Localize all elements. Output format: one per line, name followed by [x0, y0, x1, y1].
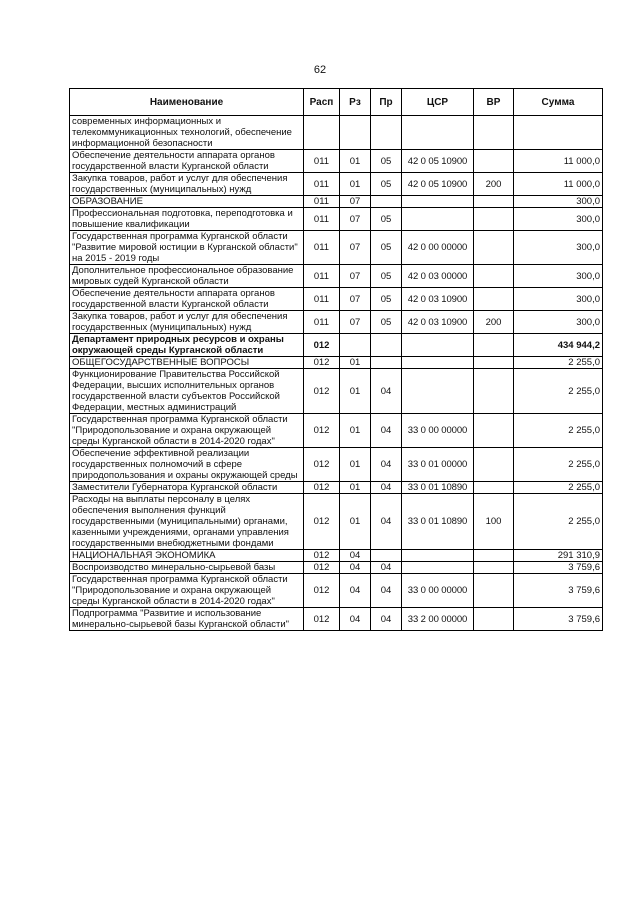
cell-rz: 04 [340, 562, 371, 574]
cell-pr: 05 [371, 231, 402, 265]
cell-rasp: 011 [304, 208, 340, 231]
cell-rz: 01 [340, 150, 371, 173]
cell-rasp: 012 [304, 369, 340, 414]
cell-csr [402, 357, 474, 369]
cell-rz: 01 [340, 357, 371, 369]
cell-sum: 2 255,0 [514, 414, 603, 448]
cell-rasp: 012 [304, 482, 340, 494]
cell-sum: 300,0 [514, 231, 603, 265]
cell-rasp: 012 [304, 448, 340, 482]
cell-rasp: 012 [304, 550, 340, 562]
cell-name: НАЦИОНАЛЬНАЯ ЭКОНОМИКА [70, 550, 304, 562]
cell-sum: 300,0 [514, 311, 603, 334]
cell-vr [474, 562, 514, 574]
cell-sum: 300,0 [514, 196, 603, 208]
table-header-row [70, 89, 603, 116]
cell-pr [371, 334, 402, 357]
cell-csr: 33 0 01 00000 [402, 448, 474, 482]
cell-rz: 07 [340, 196, 371, 208]
cell-rz [340, 116, 371, 150]
cell-pr: 05 [371, 288, 402, 311]
cell-csr: 33 0 00 00000 [402, 414, 474, 448]
cell-rasp: 012 [304, 334, 340, 357]
cell-rz [340, 334, 371, 357]
cell-sum: 300,0 [514, 208, 603, 231]
cell-name: Дополнительное профессиональное образование мировых судей Курганской области [70, 265, 304, 288]
cell-name: Государственная программа Курганской области "Развитие мировой юстиции в Курганской области" на 2015 - 2019 годы [70, 231, 304, 265]
cell-pr [371, 116, 402, 150]
cell-name: Подпрограмма "Развитие и использование минерально-сырьевой базы Курганской области" [70, 608, 304, 631]
cell-name: Воспроизводство минерально-сырьевой базы [70, 562, 304, 574]
cell-rasp [304, 116, 340, 150]
cell-vr [474, 357, 514, 369]
cell-sum [514, 116, 603, 150]
table-row [70, 116, 603, 150]
cell-vr [474, 574, 514, 608]
cell-pr [371, 196, 402, 208]
cell-sum: 11 000,0 [514, 150, 603, 173]
cell-pr: 04 [371, 562, 402, 574]
cell-csr: 33 2 00 00000 [402, 608, 474, 631]
cell-name: Государственная программа Курганской области "Природопользование и охрана окружающей среды Курганской области в 2014-2020 годах" [70, 414, 304, 448]
cell-rz: 07 [340, 288, 371, 311]
cell-csr: 42 0 05 10900 [402, 150, 474, 173]
table-row [70, 231, 603, 265]
cell-rasp: 012 [304, 357, 340, 369]
cell-name: современных информационных и телекоммуникационных технологий, обеспечение информационной безопасности [70, 116, 304, 150]
cell-pr: 04 [371, 369, 402, 414]
cell-csr: 42 0 03 10900 [402, 288, 474, 311]
cell-rz: 01 [340, 448, 371, 482]
cell-rz: 07 [340, 231, 371, 265]
table-row [70, 448, 603, 482]
cell-csr [402, 196, 474, 208]
header-csr: ЦСР [402, 89, 474, 116]
cell-name: ОБРАЗОВАНИЕ [70, 196, 304, 208]
cell-pr: 04 [371, 494, 402, 550]
cell-rz: 07 [340, 311, 371, 334]
header-vr: ВР [474, 89, 514, 116]
cell-name: Заместители Губернатора Курганской области [70, 482, 304, 494]
header-rz: Рз [340, 89, 371, 116]
cell-rz: 04 [340, 608, 371, 631]
cell-name: Закупка товаров, работ и услуг для обеспечения государственных (муниципальных) нужд [70, 173, 304, 196]
cell-vr [474, 265, 514, 288]
cell-csr [402, 116, 474, 150]
cell-rasp: 011 [304, 231, 340, 265]
cell-csr: 33 0 00 00000 [402, 574, 474, 608]
table-row [70, 369, 603, 414]
table-row [70, 608, 603, 631]
cell-csr [402, 208, 474, 231]
cell-csr [402, 334, 474, 357]
cell-pr: 05 [371, 208, 402, 231]
cell-vr: 100 [474, 494, 514, 550]
cell-csr: 42 0 05 10900 [402, 173, 474, 196]
cell-sum: 2 255,0 [514, 482, 603, 494]
cell-sum: 291 310,9 [514, 550, 603, 562]
table-row [70, 288, 603, 311]
table-row [70, 334, 603, 357]
cell-name: Обеспечение деятельности аппарата органов государственной власти Курганской области [70, 150, 304, 173]
cell-vr [474, 414, 514, 448]
cell-vr [474, 208, 514, 231]
cell-sum: 300,0 [514, 288, 603, 311]
cell-sum: 2 255,0 [514, 448, 603, 482]
header-pr: Пр [371, 89, 402, 116]
cell-csr [402, 369, 474, 414]
header-sum: Сумма [514, 89, 603, 116]
budget-table [69, 88, 603, 631]
header-name: Наименование [70, 89, 304, 116]
table-row [70, 494, 603, 550]
cell-vr [474, 448, 514, 482]
cell-pr: 05 [371, 311, 402, 334]
cell-pr [371, 357, 402, 369]
cell-rz: 01 [340, 494, 371, 550]
cell-sum: 2 255,0 [514, 494, 603, 550]
cell-vr: 200 [474, 173, 514, 196]
cell-name: Функционирование Правительства Российской Федерации, высших исполнительных органов государственной власти субъектов Российской Федерации, местных администраций [70, 369, 304, 414]
cell-pr: 04 [371, 574, 402, 608]
cell-vr [474, 231, 514, 265]
table-row [70, 482, 603, 494]
cell-csr [402, 562, 474, 574]
table-row [70, 265, 603, 288]
cell-pr: 05 [371, 150, 402, 173]
cell-name: Профессиональная подготовка, переподготовка и повышение квалификации [70, 208, 304, 231]
cell-vr: 200 [474, 311, 514, 334]
cell-sum: 11 000,0 [514, 173, 603, 196]
cell-name: Государственная программа Курганской области "Природопользование и охрана окружающей среды Курганской области в 2014-2020 годах" [70, 574, 304, 608]
cell-sum: 3 759,6 [514, 608, 603, 631]
cell-csr: 33 0 01 10890 [402, 482, 474, 494]
cell-vr [474, 369, 514, 414]
cell-vr [474, 116, 514, 150]
cell-vr [474, 482, 514, 494]
table-row [70, 550, 603, 562]
table-row [70, 414, 603, 448]
cell-rz: 01 [340, 369, 371, 414]
cell-pr [371, 550, 402, 562]
header-rasp: Расп [304, 89, 340, 116]
cell-name: Расходы на выплаты персоналу в целях обеспечения выполнения функций государственными (муниципальными) органами, казенными учреждениями, органами управления государственными внебюджетными фондами [70, 494, 304, 550]
cell-sum: 2 255,0 [514, 357, 603, 369]
cell-vr [474, 550, 514, 562]
cell-csr: 42 0 03 10900 [402, 311, 474, 334]
cell-sum: 2 255,0 [514, 369, 603, 414]
cell-rasp: 011 [304, 311, 340, 334]
cell-csr: 42 0 00 00000 [402, 231, 474, 265]
cell-csr: 42 0 03 00000 [402, 265, 474, 288]
cell-sum: 434 944,2 [514, 334, 603, 357]
cell-vr [474, 196, 514, 208]
cell-rz: 01 [340, 482, 371, 494]
cell-rasp: 012 [304, 494, 340, 550]
cell-pr: 04 [371, 448, 402, 482]
cell-name: Департамент природных ресурсов и охраны окружающей среды Курганской области [70, 334, 304, 357]
cell-rasp: 011 [304, 173, 340, 196]
cell-pr: 04 [371, 482, 402, 494]
cell-sum: 300,0 [514, 265, 603, 288]
table-row [70, 150, 603, 173]
cell-sum: 3 759,6 [514, 574, 603, 608]
cell-name: Закупка товаров, работ и услуг для обеспечения государственных (муниципальных) нужд [70, 311, 304, 334]
cell-rasp: 012 [304, 562, 340, 574]
page-number: 62 [313, 64, 327, 76]
cell-rz: 01 [340, 414, 371, 448]
cell-rz: 04 [340, 550, 371, 562]
cell-rasp: 011 [304, 265, 340, 288]
cell-vr [474, 150, 514, 173]
table-row [70, 208, 603, 231]
cell-rz: 07 [340, 265, 371, 288]
cell-name: Обеспечение деятельности аппарата органов государственной власти Курганской области [70, 288, 304, 311]
table-row [70, 357, 603, 369]
table-row [70, 196, 603, 208]
cell-vr [474, 334, 514, 357]
cell-csr: 33 0 01 10890 [402, 494, 474, 550]
cell-vr [474, 608, 514, 631]
table-row [70, 562, 603, 574]
cell-rz: 07 [340, 208, 371, 231]
cell-pr: 05 [371, 173, 402, 196]
cell-rasp: 012 [304, 608, 340, 631]
cell-rasp: 011 [304, 288, 340, 311]
cell-pr: 05 [371, 265, 402, 288]
cell-rasp: 011 [304, 196, 340, 208]
cell-rz: 01 [340, 173, 371, 196]
cell-rasp: 011 [304, 150, 340, 173]
cell-name: Обеспечение эффективной реализации государственных полномочий в сфере природопользования и охраны окружающей среды [70, 448, 304, 482]
table-row [70, 311, 603, 334]
cell-pr: 04 [371, 608, 402, 631]
table-row [70, 173, 603, 196]
cell-rasp: 012 [304, 574, 340, 608]
cell-rz: 04 [340, 574, 371, 608]
cell-vr [474, 288, 514, 311]
cell-sum: 3 759,6 [514, 562, 603, 574]
cell-name: ОБЩЕГОСУДАРСТВЕННЫЕ ВОПРОСЫ [70, 357, 304, 369]
table-body [70, 116, 603, 631]
cell-csr [402, 550, 474, 562]
table-row [70, 574, 603, 608]
cell-rasp: 012 [304, 414, 340, 448]
cell-pr: 04 [371, 414, 402, 448]
